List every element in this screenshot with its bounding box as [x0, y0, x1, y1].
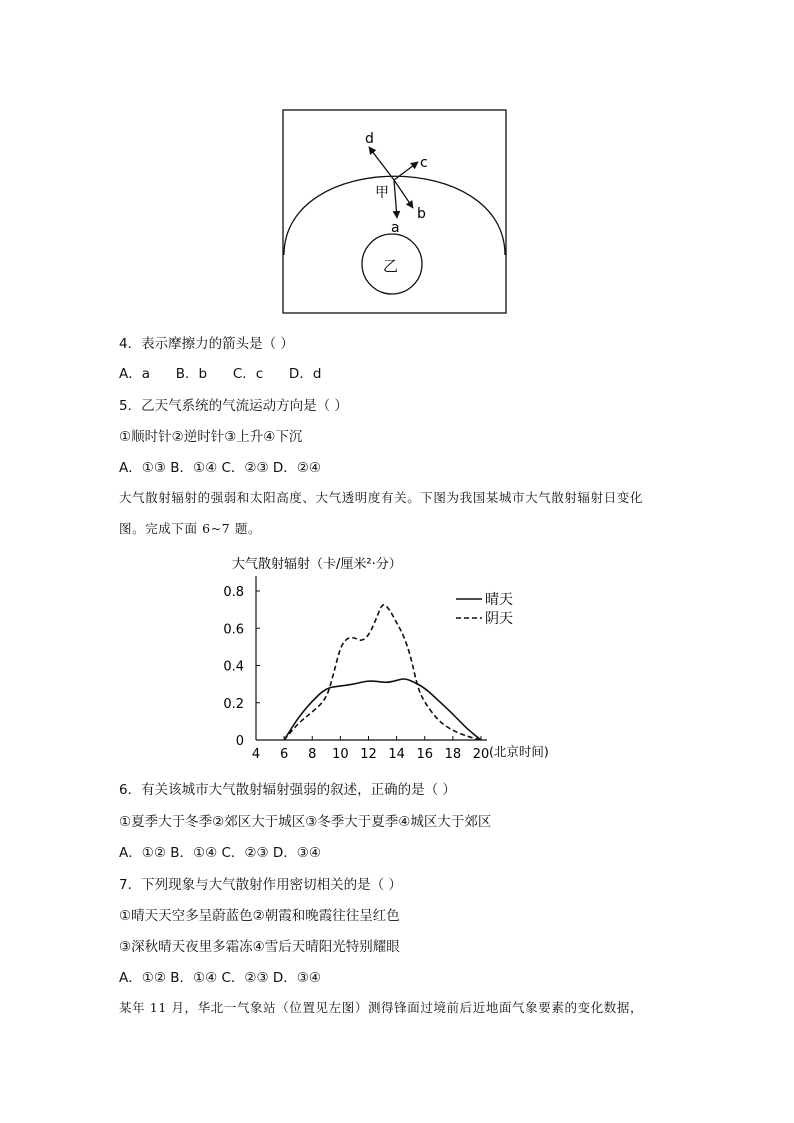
- q7-items-2: ③深秋晴天夜里多霜冻④雪后天晴阳光特别耀眼: [119, 939, 400, 955]
- diagram-frame: [283, 110, 506, 313]
- x-tick-label: 20: [472, 747, 490, 762]
- x-tick-label: 6: [279, 747, 289, 762]
- intro1-line2: 图。完成下面 6~7 题。: [119, 521, 262, 536]
- q5-options: A．①③ B．①④ C．②③ D．②④: [119, 460, 322, 476]
- front-diagram: [0, 0, 794, 330]
- q7-items-1: ①晴天天空多呈蔚蓝色②朝霞和晚霞往往呈红色: [119, 908, 400, 924]
- label-c: c: [420, 155, 428, 171]
- arrow-b: [394, 180, 413, 208]
- x-tick-label: 16: [416, 747, 434, 762]
- label-yi: 乙: [383, 257, 399, 275]
- x-tick-label: 18: [444, 747, 462, 762]
- x-tick-label: 10: [332, 747, 349, 762]
- q5-items: ①顺时针②逆时针③上升④下沉: [119, 429, 303, 445]
- y-tick-label: 0.2: [223, 696, 244, 712]
- q4-stem: 4．表示摩擦力的箭头是（ ）: [119, 336, 294, 352]
- y-tick-label: 0.4: [223, 659, 244, 675]
- q7-stem: 7．下列现象与大气散射作用密切相关的是（ ）: [119, 877, 402, 893]
- q7-options: A．①② B．①④ C．②③ D．③④: [119, 970, 322, 986]
- arrow-a: [394, 180, 397, 218]
- x-tick-label: 8: [308, 747, 317, 762]
- x-axis-label: (北京时间): [489, 744, 549, 759]
- q6-items: ①夏季大于冬季②郊区大于城区③冬季大于夏季④城区大于郊区: [119, 814, 492, 830]
- y-tick-label: 0: [235, 734, 244, 749]
- y-tick-label: 0.8: [223, 585, 244, 600]
- label-jia: 甲: [375, 185, 389, 201]
- q4-options: A．a B．b C．c D．d: [119, 366, 322, 382]
- y-axis-label: 大气散射辐射（卡/厘米²·分）: [232, 557, 402, 572]
- x-tick-label: 12: [360, 747, 377, 762]
- legend-label: 阴天: [485, 611, 513, 627]
- scatter-radiation-chart: [0, 540, 794, 770]
- y-tick-label: 0.6: [223, 622, 244, 638]
- label-d: d: [365, 131, 374, 147]
- intro1-line1: 大气散射辐射的强弱和太阳高度、大气透明度有关。下图为我国某城市大气散射辐射日变化: [119, 490, 644, 505]
- series-line-overcast: [284, 605, 481, 740]
- x-tick-label: 4: [251, 747, 261, 762]
- intro2-line1: 某年 11 月，华北一气象站（位置见左图）测得锋面过境前后近地面气象要素的变化数据，: [119, 1000, 644, 1015]
- legend-label: 晴天: [485, 592, 513, 608]
- x-tick-label: 14: [388, 747, 405, 762]
- q6-stem: 6．有关该城市大气散射辐射强弱的叙述，正确的是（ ）: [119, 782, 456, 798]
- label-b: b: [417, 206, 426, 222]
- series-line-sunny: [284, 679, 481, 740]
- arrow-d: [369, 147, 394, 180]
- q5-stem: 5．乙天气系统的气流运动方向是（ ）: [119, 398, 348, 414]
- q6-options: A．①② B．①④ C．②③ D．③④: [119, 845, 322, 861]
- label-a: a: [391, 220, 400, 236]
